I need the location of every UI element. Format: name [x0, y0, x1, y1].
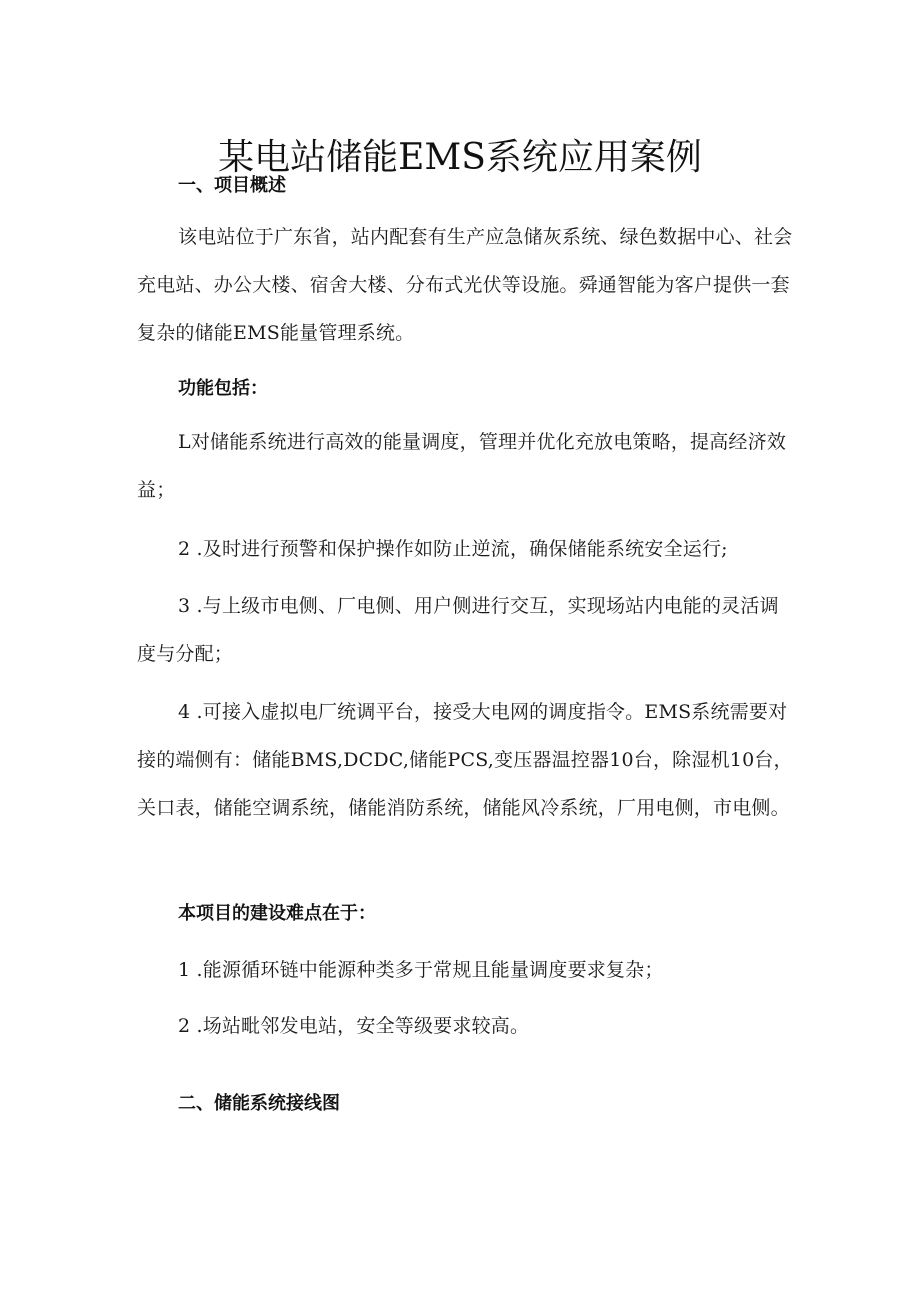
function-item-1: L对储能系统进行高效的能量调度，管理并优化充放电策略，提高经济效益；	[137, 431, 787, 501]
difficulty-item-1: 1 .能源循环链中能源种类多于常规且能量调度要求复杂；	[178, 959, 664, 981]
function-item-3: 3 .与上级市电侧、厂电侧、用户侧进行交互，实现场站内电能的灵活调度与分配；	[137, 595, 779, 665]
function-item-4: 4 .可接入虚拟电厂统调平台，接受大电网的调度指令。EMS系统需要对接的端侧有：储能BMS,DCDC,储能PCS,变压器温控器10台，除湿机10台，关口表，储能空调系统，储能消防系统，储能风冷系统，厂用电侧，市电侧。	[137, 701, 793, 819]
section-1-heading: 一、项目概述	[178, 175, 286, 196]
intro-paragraph: 该电站位于广东省，站内配套有生产应急储灰系统、绿色数据中心、社会充电站、办公大楼、宿舍大楼、分布式光伏等设施。舜通智能为客户提供一套复杂的储能EMS能量管理系统。	[137, 226, 793, 344]
difficulties-heading: 本项目的建设难点在于：	[178, 903, 376, 924]
difficulty-item-2: 2 .场站毗邻发电站，安全等级要求较高。	[178, 1015, 530, 1037]
document-title: 某电站储能EMS系统应用案例	[218, 137, 702, 179]
functions-heading: 功能包括：	[178, 378, 268, 399]
section-2-heading: 二、储能系统接线图	[178, 1093, 340, 1114]
function-item-2: 2 .及时进行预警和保护操作如防止逆流，确保储能系统安全运行;	[178, 538, 728, 560]
